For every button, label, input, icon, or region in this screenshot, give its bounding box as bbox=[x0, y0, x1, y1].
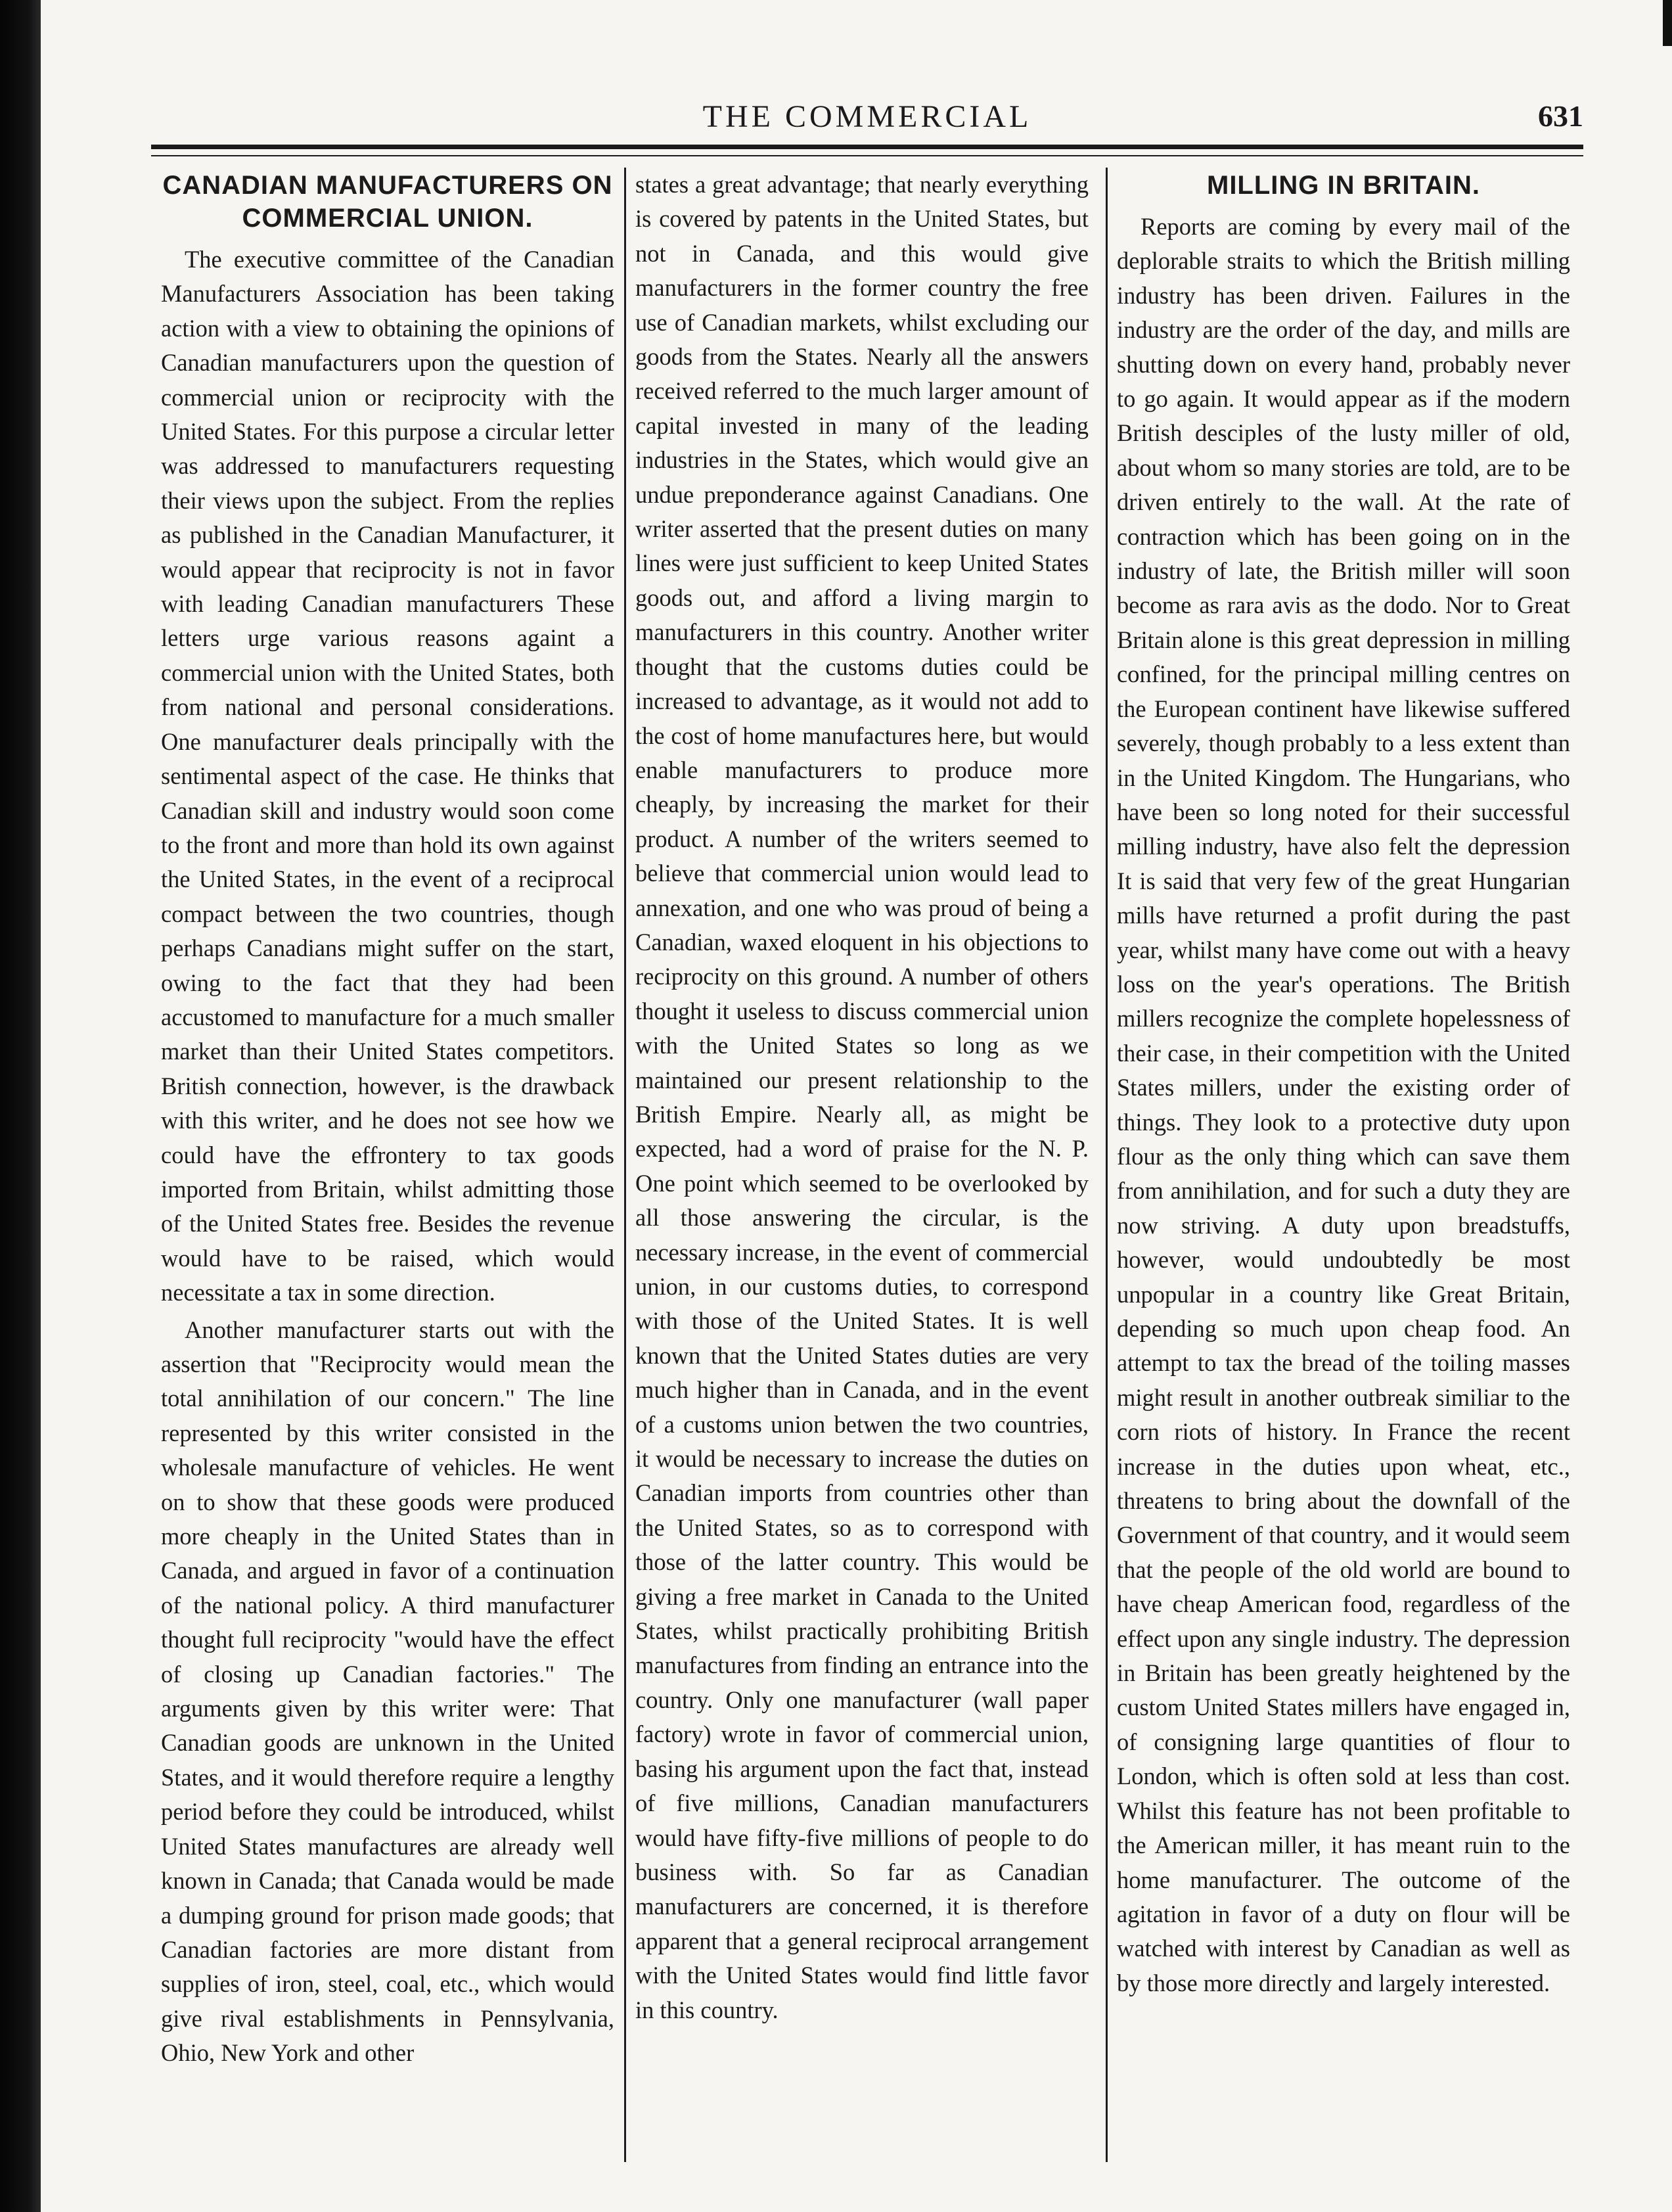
scan-edge-shadow bbox=[0, 0, 41, 2212]
header-rule-thin bbox=[151, 155, 1583, 156]
header-rule-thick bbox=[151, 145, 1583, 149]
article-paragraph: Reports are coming by every mail of the deplorable straits to which the British milling industry has been driven. Failures in the industry are the order of the day, and mills are shutting down on every hand, probably never to go again. It would appear as if the modern British desciples of the lusty miller of old, about whom so many stories are told, are to be driven entirely to the wall. At the rate of contraction which has been going on in the industry of late, the British miller will soon become as rara avis as the dodo. Nor to Great Britain alone is this great depression in milling confined, for the principal milling centres on the European continent have likewise suffered severely, though probably to a less extent than in the United Kingdom. The Hungarians, who have been so long noted for their successful milling industry, have also felt the depression It is said that very few of the great Hungarian mills have returned a profit during the past year, whilst many have come out with a heavy loss on the year's operations. The British millers recognize the complete hopelessness of their case, in their competition with the United States millers, under the existing order of things. They look to a protective duty upon flour as the only thing which can save them from annihilation, and for such a duty they are now striving. A duty upon breadstuffs, however, would undoubtedly be most unpopular in a country like Great Britain, depending so much upon cheap food. An attempt to tax the bread of the toiling masses might result in another outbreak similiar to the corn riots of history. In France the recent increase in the duties upon wheat, etc., threatens to bring about the downfall of the Government of that country, and it would seem that the people of the old world are bound to have cheap American food, regardless of the effect upon any single industry. The depression in Britain has been greatly heightened by the custom United States millers have engaged in, of consigning large quantities of flour to London, which is often sold at less than cost. Whilst this feature has not been profitable to the American miller, it has meant ruin to the home manufacturer. The outcome of the agitation in favor of a duty on flour will be watched with interest by Canadian as well as by those more directly and largely interested. bbox=[1117, 213, 1570, 1996]
article-headline-manufacturers: CANADIAN MANUFACTURERS ON COMMERCIAL UNION. bbox=[162, 171, 613, 233]
column-middle bbox=[635, 168, 1089, 2159]
column-divider-2 bbox=[1106, 168, 1108, 2162]
article-paragraph: Another manufacturer starts out with the assertion that "Reciprocity would mean the total annihilation of our concern." The line represented by this writer consisted in the wholesale manufacture of vehicles. He went on to show that these goods were produced more cheaply in the United States than in Canada, and argued in favor of a continuation of the national policy. A third manufacturer thought full reciprocity "would have the effect of closing up Canadian factories." The arguments given by this writer were: That Canadian goods are unknown in the United States, and it would therefore require a lengthy period before they could be introduced, whilst United States manufactures are already well known in Canada; that Canada would be made a dumping ground for prison made goods; that Canadian factories are more distant from supplies of iron, steel, coal, etc., which would give rival establishments in Pennsylvania, Ohio, New York and other bbox=[161, 1316, 614, 2067]
column-divider-1 bbox=[624, 168, 626, 2162]
page-number: 631 bbox=[1538, 99, 1583, 133]
article-headline-milling: MILLING IN BRITAIN. bbox=[1207, 171, 1480, 200]
masthead-title: THE COMMERCIAL bbox=[702, 99, 1032, 134]
column-right bbox=[1117, 168, 1570, 2159]
article-paragraph: The executive committee of the Canadian Manufacturers Association has been taking action with a view to obtaining the opinions of Canadian manufacturers upon the question of commercial union or reciprocity with the United States. For this purpose a circular letter was addressed to manufacturers requesting their views upon the subject. From the replies as published in the Canadian Manufacturer, it would appear that reciprocity is not in favor with leading Canadian manufacturers These letters urge various reasons againt a commercial union with the United States, both from national and personal considerations. One manufacturer deals principally with the sentimental aspect of the case. He thinks that Canadian skill and industry would soon come to the front and more than hold its own against the United States, in the event of a reciprocal compact between the two countries, though perhaps Canadians might suffer on the start, owing to the fact that they had been accustomed to manufacture for a much smaller market than their United States competitors. British connection, however, is the drawback with this writer, and he does not see how we could have the effrontery to tax goods imported from Britain, whilst admitting those of the United States free. Besides the revenue would have to be raised, which would necessitate a tax in some direction. bbox=[161, 246, 614, 1306]
article-paragraph-continued: states a great advantage; that nearly everything is covered by patents in the United States, but not in Canada, and this would give manufacturers in the former country the free use of Canadian markets, whilst excluding our goods from the States. Nearly all the answers received referred to the much larger amount of capital invested in many of the leading industries in the States, which would give an undue preponderance against Canadians. One writer asserted that the present duties on many lines were just sufficient to keep United States goods out, and afford a living margin to manufacturers in this country. Another writer thought that the customs duties could be increased to advantage, as it would not add to the cost of home manufactures here, but would enable manufacturers to produce more cheaply, by increasing the market for their product. A number of the writers seemed to believe that commercial union would lead to annexation, and one who was proud of being a Canadian, waxed eloquent in his objections to reciprocity on this ground. A number of others thought it useless to discuss commercial union with the United States so long as we maintained our present relationship to the British Empire. Nearly all, as might be expected, had a word of praise for the N. P. One point which seemed to be overlooked by all those answering the circular, is the necessary increase, in the event of commercial union, in our customs duties, to correspond with those of the United States. It is well known that the United States duties are very much higher than in Canada, and in the event of a customs union betwen the two countries, it would be necessary to increase the duties on Canadian imports from countries other than the United States, so as to correspond with those of the latter country. This would be giving a free market in Canada to the United States, whilst practically prohibiting British manufactures from finding an entrance into the country. Only one manufacturer (wall paper factory) wrote in favor of commercial union, basing his argument upon the fact that, instead of five millions, Canadian manufacturers would have fifty-five millions of people to do business with. So far as Canadian manufacturers are concerned, it is therefore apparent that a general reciprocal arrangement with the United States would find little favor in this country. bbox=[635, 171, 1089, 2023]
scan-corner-mark bbox=[1663, 0, 1672, 46]
page-header bbox=[151, 99, 1583, 138]
column-left bbox=[161, 168, 614, 2159]
